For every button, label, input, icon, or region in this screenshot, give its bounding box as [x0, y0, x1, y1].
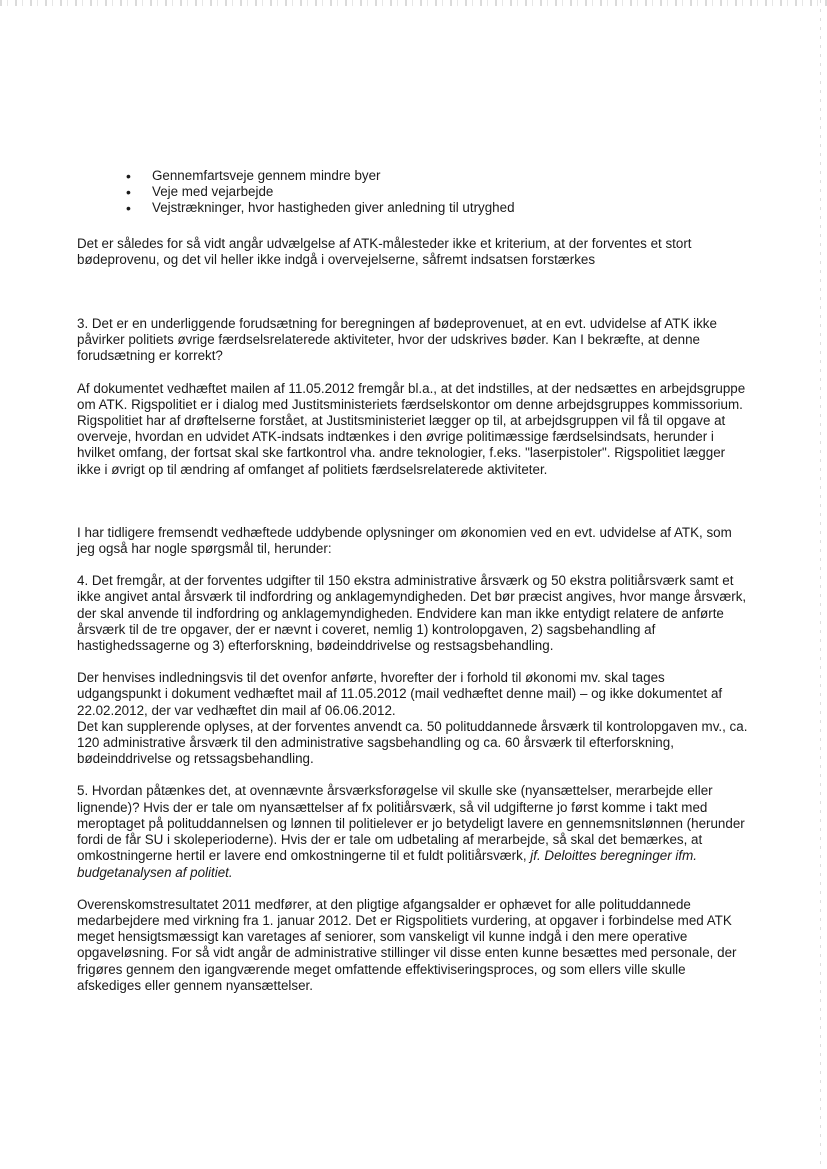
- list-item: [126, 168, 749, 184]
- list-item: [126, 184, 749, 200]
- question-5-text: 5. Hvordan påtænkes det, at ovennævnte årsværksforøgelse vil skulle ske (nyansættelser, merarbejde eller lignende)? Hvis der er tale om nyansættelser af fx politiårsværk, så vil udgifterne jo først komme i takt med meroptaget på polituddannelsen og lønnen til politielever er jo betydeligt lavere en gennemsnitslønnen (herunder fordi de får SU i skoleperioderne). Hvis der er tale om udbetaling af merarbejde, så skal det bemærkes, at omkostningerne hertil er lavere end omkostningerne til et fuldt politiårsværk,: [77, 783, 745, 864]
- paragraph-atk-criterion: Det er således for så vidt angår udvælgelse af ATK-målesteder ikke et kriterium, at der forventes et stort bødeprovenu, og det vil heller ikke indgå i overvejelserne, såfremt indsatsen forstærkes: [77, 235, 692, 267]
- answer-4-part-1: Der henvises indledningsvis til det ovenfor anførte, hvorefter der i forhold til økonomi mv. skal tages udgangspunkt i dokument vedhæftet mail af 11.05.2012 (mail vedhæftet denne mail) – og ikke dokumentet af 22.02.2012, der var vedhæftet din mail af 06.06.2012.: [77, 670, 723, 718]
- question-4: 4. Det fremgår, at der forventes udgifter til 150 ekstra administrative årsværk og 50 ekstra politiårsværk samt et ikke angivet antal årsværk til indfordring og anklagemyndigheden. Det bør præcist angives, hvor mange årsværk, der skal anvende til indfordring og anklagemyndigheden. Endvidere kan man ikke entydigt relatere de anførte årsværk til de tre opgaver, der er nævnt i coveret, nemlig 1) kontrolopgaven, 2) sagsbehandling af hastighedssagerne og 3) efterforskning, bødeinddrivelse og restsagsbehandling.: [77, 573, 747, 654]
- bullet-icon: •: [126, 184, 131, 201]
- list-item: [126, 200, 749, 216]
- scan-edge-top: [0, 0, 827, 6]
- answer-3: Af dokumentet vedhæftet mailen af 11.05.2012 fremgår bl.a., at det indstilles, at der nedsættes en arbejdsgruppe om ATK. Rigspolitiet er i dialog med Justitsministeriets færdselskontor om denne arbejdsgruppes kommissorium. Rigspolitiet har af drøftelserne forstået, at Justitsministeriet lægger op til, at arbejdsgruppen vil få til opgave at overveje, hvordan en udvidet ATK-indsats indtænkes i den øvrige politimæssige færdselsindsats, herunder i hvilket omfang, der fortsat skal ske fartkontrol vha. andre teknologier, f.eks. "laserpistoler". Rigspolitiet lægger ikke i øvrigt op til ændring af omfanget af politiets færdselsrelaterede aktiviteter.: [77, 380, 746, 477]
- list-item-text: Vejstrækninger, hvor hastigheden giver anledning til utryghed: [152, 200, 515, 216]
- list-item-text: Veje med vejarbejde: [152, 184, 274, 200]
- scan-edge-right: [820, 0, 821, 1169]
- document-body: [77, 168, 749, 1010]
- answer-5: Overenskomstresultatet 2011 medfører, at den pligtige afgangsalder er ophævet for alle polituddannede medarbejdere med virkning fra 1. januar 2012. Det er Rigspolitiets vurdering, at opgaver i forbindelse med ATK meget hensigtsmæssigt kan varetages af seniorer, som vanskeligt vil kunne indgå i den mere operative opgaveløsning. For så vidt angår de administrative stillinger vil disse enten kunne besættes med personale, der frigøres gennem den igangværende meget omfattende effektiviseringsproces, og som ellers ville skulle afskediges eller gennem nyansættelser.: [77, 896, 737, 993]
- list-item-text: Gennemfartsveje gennem mindre byer: [152, 168, 381, 183]
- question-5: [77, 783, 749, 880]
- paragraph-intro-economy: I har tidligere fremsendt vedhæftede uddybende oplysninger om økonomien ved en evt. udvidelse af ATK, som jeg også har nogle spørgsmål til, herunder:: [77, 524, 732, 557]
- bullet-icon: •: [126, 200, 131, 217]
- bullet-icon: •: [126, 168, 131, 184]
- question-5-italic-reference: jf. Deloittes beregninger ifm. budgetanalysen af politiet.: [77, 848, 697, 880]
- question-3: 3. Det er en underliggende forudsætning for beregningen af bødeprovenuet, at en evt. udvidelse af ATK ikke påvirker politiets øvrige færdselsrelaterede aktiviteter, hvor der udskrives bøder. Kan I bekræfte, at denne forudsætning er korrekt?: [77, 316, 717, 364]
- answer-4-part-2: Det kan supplerende oplyses, at der forventes anvendt ca. 50 polituddannede årsværk til kontrolopgaven mv., ca. 120 administrative årsværk til den administrative sagsbehandling og ca. 60 årsværk til efterforskning, bødeinddrivelse og retssagsbehandling.: [77, 718, 748, 767]
- bullet-list: [126, 168, 749, 217]
